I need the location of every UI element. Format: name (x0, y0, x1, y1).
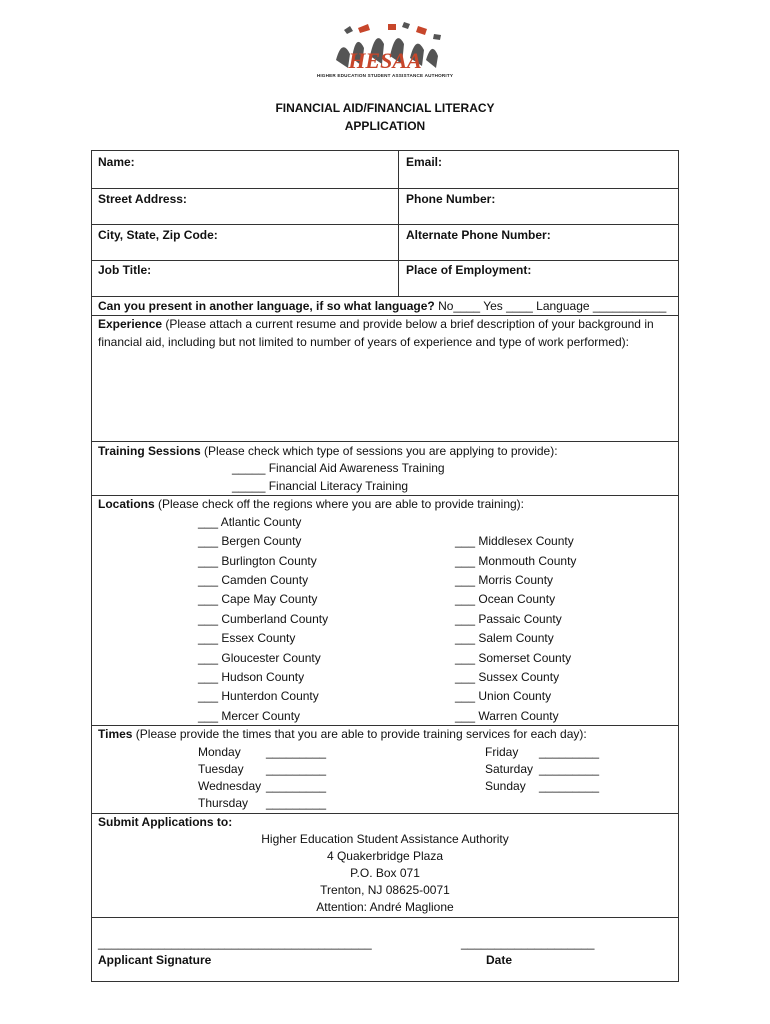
time-monday[interactable] (198, 745, 241, 759)
language-question[interactable] (98, 299, 666, 313)
alternate-phone-field[interactable]: Alternate Phone Number: (406, 228, 551, 242)
county-middlesex[interactable]: ___ Middlesex County (455, 534, 574, 548)
job-title-field[interactable]: Job Title: (98, 263, 152, 277)
form-title: FINANCIAL AID/FINANCIAL LITERACY (275, 101, 495, 115)
day-label: Wednesday (198, 779, 262, 793)
county-burlington[interactable]: ___ Burlington County (198, 554, 317, 568)
time-friday[interactable] (485, 745, 518, 759)
language-options[interactable]: No____ Yes ____ Language ___________ (438, 299, 667, 313)
signature-line[interactable]: _________________________________________ (98, 936, 372, 950)
locations-heading (98, 497, 524, 511)
training-label: Training Sessions (98, 444, 201, 458)
training-instructions: (Please check which type of sessions you are applying to provide): (200, 444, 558, 458)
county-camden[interactable]: ___ Camden County (198, 573, 309, 587)
time-tuesday[interactable] (198, 762, 244, 776)
day-label: Monday (198, 745, 241, 759)
county-salem[interactable]: ___ Salem County (455, 631, 554, 645)
submit-address-line-2: 4 Quakerbridge Plaza (326, 849, 444, 863)
experience-section[interactable] (98, 315, 674, 351)
time-wednesday-blank[interactable]: _________ (266, 779, 327, 793)
experience-label: Experience (98, 317, 163, 331)
date-label: Date (486, 953, 513, 967)
county-monmouth[interactable]: ___ Monmouth County (455, 554, 577, 568)
time-thursday[interactable] (198, 796, 248, 810)
county-cumberland[interactable]: ___ Cumberland County (198, 612, 329, 626)
application-form (91, 150, 679, 982)
phone-number-field[interactable]: Phone Number: (406, 192, 496, 206)
time-sunday-blank[interactable]: _________ (539, 779, 600, 793)
training-option-financial-aid-awareness[interactable]: _____ Financial Aid Awareness Training (232, 461, 445, 475)
submit-address-line-4: Trenton, NJ 08625-0071 (320, 883, 450, 897)
signature-label: Applicant Signature (98, 953, 212, 967)
street-address-field[interactable]: Street Address: (98, 192, 187, 206)
time-tuesday-blank[interactable]: _________ (266, 762, 327, 776)
logo-caption: HIGHER EDUCATION STUDENT ASSISTANCE AUTHORITY (316, 73, 454, 78)
county-bergen[interactable]: ___ Bergen County (198, 534, 302, 548)
training-option-financial-literacy[interactable]: _____ Financial Literacy Training (232, 479, 409, 493)
time-saturday[interactable] (485, 762, 533, 776)
submit-address-line-5: Attention: André Maglione (316, 900, 454, 914)
submit-address-line-3: P.O. Box 071 (350, 866, 420, 880)
county-mercer[interactable]: ___ Mercer County (198, 709, 301, 723)
form-subtitle: APPLICATION (344, 119, 426, 133)
time-thursday-blank[interactable]: _________ (266, 796, 327, 810)
time-wednesday[interactable] (198, 779, 261, 793)
times-label: Times (98, 727, 133, 741)
day-label: Friday (485, 745, 519, 759)
email-field[interactable]: Email: (406, 155, 443, 169)
county-hunterdon[interactable]: ___ Hunterdon County (198, 689, 319, 703)
county-cape-may[interactable]: ___ Cape May County (198, 592, 318, 606)
logo-wordmark: HESAA (348, 48, 422, 73)
time-sunday[interactable] (485, 779, 526, 793)
submit-heading: Submit Applications to: (98, 815, 233, 829)
county-union[interactable]: ___ Union County (455, 689, 552, 703)
time-saturday-blank[interactable]: _________ (539, 762, 600, 776)
place-of-employment-field[interactable]: Place of Employment: (406, 263, 532, 277)
county-ocean[interactable]: ___ Ocean County (455, 592, 556, 606)
day-label: Thursday (198, 796, 249, 810)
date-line[interactable]: ____________________ (461, 936, 595, 950)
county-somerset[interactable]: ___ Somerset County (455, 651, 572, 665)
county-hudson[interactable]: ___ Hudson County (198, 670, 305, 684)
county-atlantic[interactable]: ___ Atlantic County (198, 515, 302, 529)
county-passaic[interactable]: ___ Passaic County (455, 612, 562, 626)
name-field[interactable]: Name: (98, 155, 135, 169)
locations-instructions: (Please check off the regions where you are able to provide training): (154, 497, 524, 511)
day-label: Tuesday (198, 762, 244, 776)
day-label: Sunday (485, 779, 526, 793)
times-instructions: (Please provide the times that you are able to provide training services for each day): (132, 727, 587, 741)
city-state-zip-field[interactable]: City, State, Zip Code: (98, 228, 218, 242)
time-friday-blank[interactable]: _________ (539, 745, 600, 759)
county-essex[interactable]: ___ Essex County (198, 631, 296, 645)
county-warren[interactable]: ___ Warren County (455, 709, 559, 723)
day-label: Saturday (485, 762, 534, 776)
locations-label: Locations (98, 497, 155, 511)
experience-instructions: (Please attach a current resume and provide below a brief description of your background in financial aid, including but not limited to number of years of experience and type of work performed): (98, 317, 654, 349)
submit-address-line-1: Higher Education Student Assistance Authority (261, 832, 509, 846)
training-sessions-heading (98, 444, 558, 458)
times-heading (98, 727, 587, 741)
county-sussex[interactable]: ___ Sussex County (455, 670, 560, 684)
county-gloucester[interactable]: ___ Gloucester County (198, 651, 321, 665)
language-question-text: Can you present in another language, if so what language? (98, 299, 435, 313)
time-monday-blank[interactable]: _________ (266, 745, 327, 759)
county-morris[interactable]: ___ Morris County (455, 573, 554, 587)
